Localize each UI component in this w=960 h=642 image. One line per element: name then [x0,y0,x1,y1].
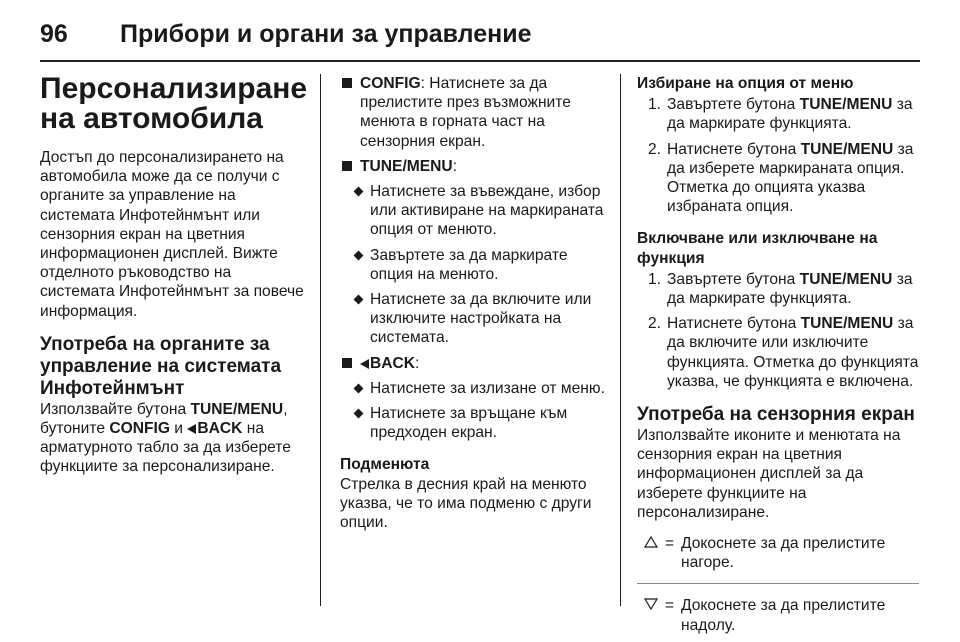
tune-menu-item [340,157,608,176]
config-key: CONFIG [109,420,170,438]
tune-menu-description [360,157,457,176]
up-triangle-icon [637,534,665,572]
toggle-step [637,270,919,308]
symbol-separator [637,583,919,584]
step-number: 2. [647,315,661,333]
step-pre: Завъртете бутона [667,270,800,288]
config-item [340,74,608,151]
step-post: за да включите или изключите функцията. Отметка до функцията указва, че функцията е включена. [667,315,919,390]
square-bullet-icon [342,358,352,368]
column-divider-1 [320,74,321,606]
back-subitem-text: Натиснете за излизане от меню. [370,379,605,397]
step-pre: Натиснете бутона [667,140,801,158]
config-label: CONFIG [360,75,421,92]
toggle-function-heading: Включване или изключване на функция [637,230,878,267]
section-heading-controls: Употреба на органите за управление на системата Инфотейнмънт [40,333,282,399]
config-description [360,74,608,151]
column-3 [637,74,919,635]
step-number: 1. [647,96,661,114]
select-step [637,95,919,133]
submenus-paragraph: Стрелка в десния край на менюто указва, че то има подменю с други опции. [340,475,592,532]
tune-menu-key: TUNE/MENU [800,140,894,158]
down-triangle-icon [637,596,665,634]
select-step [637,140,919,217]
intro-paragraph: Достъп до персонализирането на автомобила може да се получи с органите за управление на системата Инфотейнмънт или сензорния екран на цветния информационен дисплей. Вижте отделното ръководство на системата Инфотейнмънт за повече информация. [40,149,304,320]
tune-menu-key: TUNE/MENU [800,315,894,333]
column-divider-2 [620,74,621,606]
square-bullet-icon [342,78,352,88]
touchscreen-paragraph: Използвайте иконите и менютата на сензорния екран на цветния информационен дисплей за да изберете функциите на персонализиране. [637,427,901,521]
diamond-bullet-icon [354,409,364,419]
back-arrow-icon [360,359,369,369]
colon: : [415,354,420,372]
section-heading-personalization: Персонализиране на автомобила [40,72,308,135]
usage-text: и [169,420,188,438]
usage-text: на арматурното табло за да изберете функциите за персонализиране. [40,420,291,476]
config-text: : Натиснете за да прелистите през възможните менюта в горната част на сензорния екран. [360,75,571,150]
touchscreen-heading: Употреба на сензорния екран [637,404,915,426]
column-1 [40,74,306,477]
square-bullet-icon [342,161,352,171]
column-2 [340,74,608,532]
back-description [360,354,419,373]
step-number: 2. [647,140,661,158]
tune-subitem [352,290,608,348]
tune-subitem-text: Натиснете за да включите или изключите настройката на системата. [370,291,592,347]
back-subitem-text: Натиснете за връщане към предходен екран. [370,405,568,442]
symbol-description: Докоснете за да прелистите надолу. [681,597,886,634]
page-title: Прибори и органи за управление [120,20,532,48]
back-item [340,354,608,373]
usage-paragraph [40,400,306,477]
step-pre: Завъртете бутона [667,96,800,114]
back-key [187,420,242,437]
usage-text: , бутоните [40,400,288,438]
back-label [360,355,415,372]
usage-text: Използвайте бутона [40,400,191,418]
step-text [667,314,919,391]
tune-menu-key: TUNE/MENU [799,96,893,114]
diamond-bullet-icon [354,187,364,197]
tune-subitem [352,246,608,284]
equals-sign: = [665,597,675,615]
step-text [667,140,919,217]
symbol-description: Докоснете за да прелистите нагоре. [681,535,886,572]
page-header [40,20,920,54]
tune-menu-label: TUNE/MENU [360,157,453,175]
tune-subitem-text: Завъртете за да маркирате опция на менюто. [370,246,568,283]
colon: : [452,157,458,175]
tune-menu-key: TUNE/MENU [799,270,893,288]
back-arrow-icon [187,424,196,434]
symbol-row-down [637,596,919,634]
step-post: за да изберете маркираната опция. Отметка до опцията указва избраната опция. [667,140,914,216]
back-subitem [352,404,608,442]
header-divider [40,60,920,62]
step-text [667,270,919,308]
toggle-step [637,314,919,391]
step-post: за да маркирате функцията. [667,270,913,308]
equals-sign: = [665,535,675,553]
tune-menu-key: TUNE/MENU [190,400,284,418]
diamond-bullet-icon [354,250,364,260]
back-key-label: BACK [197,420,243,438]
diamond-bullet-icon [354,383,364,393]
symbol-row-up [637,534,919,572]
diamond-bullet-icon [354,295,364,305]
step-post: за да маркирате функцията. [667,96,913,133]
step-pre: Натиснете бутона [667,315,801,333]
step-number: 1. [647,270,661,288]
tune-subitem-text: Натиснете за въвеждане, избор или активиране на маркираната опция от менюто. [370,183,604,239]
tune-subitem [352,182,608,240]
step-text [667,95,919,133]
submenus-heading: Подменюта [340,456,430,474]
back-label-text: BACK [370,354,416,372]
select-option-heading: Избиране на опция от меню [637,75,854,92]
back-subitem [352,379,608,398]
page-number: 96 [40,20,68,48]
